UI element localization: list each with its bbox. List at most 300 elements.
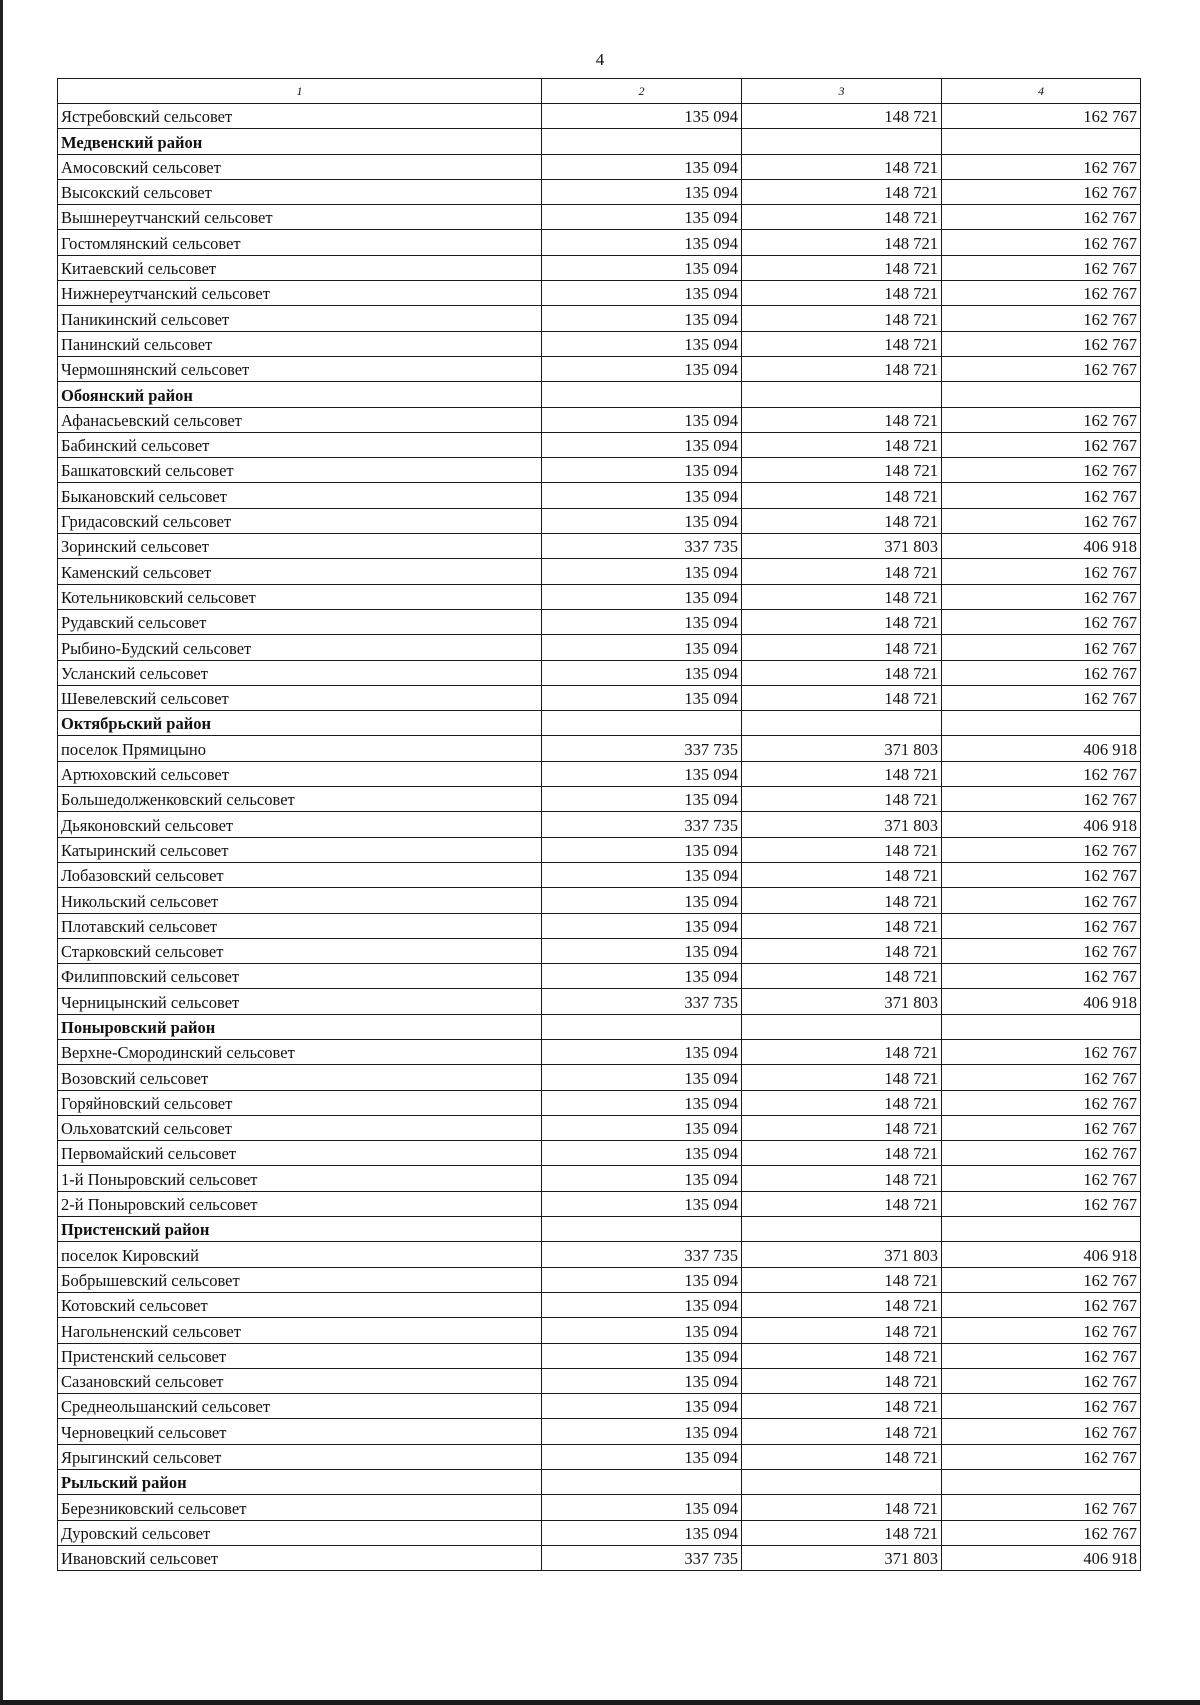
table-row [58,483,1141,508]
value-col-3: 148 721 [742,888,942,913]
allocation-table [57,78,1141,1571]
value-col-4: 162 767 [942,306,1141,331]
value-col-2: 135 094 [542,255,742,280]
municipality-name: Дуровский сельсовет [58,1520,542,1545]
value-col-3: 148 721 [742,1495,942,1520]
table-row [58,913,1141,938]
value-col-3: 148 721 [742,1267,942,1292]
value-col-2: 135 094 [542,458,742,483]
value-col-3: 148 721 [742,1115,942,1140]
value-col-2: 135 094 [542,104,742,129]
municipality-name: Возовский сельсовет [58,1065,542,1090]
table-row [58,1520,1141,1545]
value-col-2: 337 735 [542,1242,742,1267]
value-col-3: 371 803 [742,1242,942,1267]
value-col-2: 135 094 [542,609,742,634]
value-col-3: 371 803 [742,989,942,1014]
value-col-4: 162 767 [942,255,1141,280]
value-col-4: 162 767 [942,1444,1141,1469]
municipality-name: поселок Прямицыно [58,736,542,761]
table-row [58,787,1141,812]
municipality-name: Горяйновский сельсовет [58,1090,542,1115]
table-row [58,1267,1141,1292]
value-col-4: 162 767 [942,1520,1141,1545]
municipality-name: Амосовский сельсовет [58,154,542,179]
value-col-2: 135 094 [542,559,742,584]
municipality-name: Рудавский сельсовет [58,609,542,634]
value-col-2: 135 094 [542,1292,742,1317]
municipality-name: Артюховский сельсовет [58,761,542,786]
table-row [58,812,1141,837]
municipality-name: Катыринский сельсовет [58,837,542,862]
district-name: Пристенский район [58,1217,542,1242]
municipality-name: Плотавский сельсовет [58,913,542,938]
district-header-row [58,1014,1141,1039]
value-col-3: 148 721 [742,1419,942,1444]
value-col-2: 135 094 [542,913,742,938]
municipality-name: Башкатовский сельсовет [58,458,542,483]
district-header-row [58,711,1141,736]
municipality-name: Чермошнянский сельсовет [58,356,542,381]
value-col-2: 135 094 [542,154,742,179]
table-row [58,660,1141,685]
value-col-3: 148 721 [742,1318,942,1343]
value-col-4 [942,1470,1141,1495]
value-col-2: 135 094 [542,1520,742,1545]
municipality-name: Шевелевский сельсовет [58,685,542,710]
table-row [58,1090,1141,1115]
value-col-4: 162 767 [942,154,1141,179]
district-header-row [58,129,1141,154]
scan-left-edge [0,0,3,1705]
table-row [58,281,1141,306]
column-number-row [58,79,1141,104]
table-row [58,1292,1141,1317]
value-col-3: 148 721 [742,1065,942,1090]
table-row [58,104,1141,129]
value-col-4: 162 767 [942,888,1141,913]
value-col-2: 337 735 [542,534,742,559]
value-col-3: 148 721 [742,635,942,660]
value-col-4: 162 767 [942,281,1141,306]
value-col-3: 148 721 [742,179,942,204]
column-number-4: 4 [942,79,1141,104]
table-row [58,1495,1141,1520]
value-col-4: 162 767 [942,1090,1141,1115]
value-col-4: 162 767 [942,1039,1141,1064]
value-col-2: 135 094 [542,1318,742,1343]
municipality-name: Верхне-Смородинский сельсовет [58,1039,542,1064]
table-row [58,1242,1141,1267]
column-number-3: 3 [742,79,942,104]
value-col-3 [742,1470,942,1495]
value-col-3: 148 721 [742,1520,942,1545]
value-col-3: 148 721 [742,837,942,862]
district-header-row [58,382,1141,407]
table-row [58,458,1141,483]
value-col-3 [742,1014,942,1039]
municipality-name: Гостомлянский сельсовет [58,230,542,255]
municipality-name: Котельниковский сельсовет [58,584,542,609]
value-col-3: 148 721 [742,508,942,533]
value-col-3: 148 721 [742,1191,942,1216]
municipality-name: Усланский сельсовет [58,660,542,685]
value-col-4: 162 767 [942,458,1141,483]
district-header-row [58,1217,1141,1242]
table-row [58,356,1141,381]
table-row [58,154,1141,179]
table-row [58,609,1141,634]
value-col-4: 162 767 [942,1115,1141,1140]
municipality-name: Нижнереутчанский сельсовет [58,281,542,306]
value-col-4: 162 767 [942,1368,1141,1393]
table-row [58,837,1141,862]
value-col-2: 337 735 [542,989,742,1014]
municipality-name: Ярыгинский сельсовет [58,1444,542,1469]
value-col-3 [742,711,942,736]
municipality-name: Нагольненский сельсовет [58,1318,542,1343]
table-row [58,1444,1141,1469]
district-name: Медвенский район [58,129,542,154]
value-col-4: 162 767 [942,1065,1141,1090]
table-row [58,230,1141,255]
district-name: Обоянский район [58,382,542,407]
value-col-4: 162 767 [942,104,1141,129]
value-col-2: 135 094 [542,1343,742,1368]
value-col-4: 162 767 [942,432,1141,457]
page-number: 4 [595,50,605,69]
municipality-name: Зоринский сельсовет [58,534,542,559]
value-col-2: 135 094 [542,331,742,356]
district-name: Октябрьский район [58,711,542,736]
district-name: Поныровский район [58,1014,542,1039]
value-col-4: 162 767 [942,862,1141,887]
value-col-2: 135 094 [542,964,742,989]
value-col-4: 406 918 [942,1242,1141,1267]
value-col-4: 406 918 [942,736,1141,761]
municipality-name: Никольский сельсовет [58,888,542,913]
table-row [58,331,1141,356]
table-row [58,938,1141,963]
value-col-4: 162 767 [942,913,1141,938]
municipality-name: 1-й Поныровский сельсовет [58,1166,542,1191]
table-row [58,736,1141,761]
table-row [58,1318,1141,1343]
municipality-name: Быкановский сельсовет [58,483,542,508]
table-row [58,888,1141,913]
municipality-name: Лобазовский сельсовет [58,862,542,887]
table-row [58,1039,1141,1064]
municipality-name: поселок Кировский [58,1242,542,1267]
municipality-name: 2-й Поныровский сельсовет [58,1191,542,1216]
value-col-2: 337 735 [542,812,742,837]
district-name: Рыльский район [58,1470,542,1495]
value-col-2: 337 735 [542,1545,742,1570]
value-col-3: 148 721 [742,964,942,989]
value-col-3: 148 721 [742,255,942,280]
value-col-4: 162 767 [942,1318,1141,1343]
value-col-4: 162 767 [942,1267,1141,1292]
value-col-3 [742,1217,942,1242]
table-row [58,989,1141,1014]
municipality-name: Пристенский сельсовет [58,1343,542,1368]
municipality-name: Китаевский сельсовет [58,255,542,280]
table-row [58,1141,1141,1166]
value-col-2: 135 094 [542,281,742,306]
value-col-3: 148 721 [742,407,942,432]
value-col-4: 406 918 [942,989,1141,1014]
municipality-name: Березниковский сельсовет [58,1495,542,1520]
value-col-4: 162 767 [942,1191,1141,1216]
value-col-4: 162 767 [942,761,1141,786]
value-col-3: 148 721 [742,1039,942,1064]
table-row [58,685,1141,710]
municipality-name: Филипповский сельсовет [58,964,542,989]
value-col-2: 135 094 [542,1166,742,1191]
value-col-3: 148 721 [742,205,942,230]
municipality-name: Высокский сельсовет [58,179,542,204]
municipality-name: Бобрышевский сельсовет [58,1267,542,1292]
municipality-name: Первомайский сельсовет [58,1141,542,1166]
value-col-4: 162 767 [942,938,1141,963]
value-col-4: 162 767 [942,179,1141,204]
value-col-2: 135 094 [542,205,742,230]
value-col-4 [942,1217,1141,1242]
value-col-3: 148 721 [742,1166,942,1191]
value-col-2 [542,1470,742,1495]
value-col-3: 148 721 [742,1368,942,1393]
value-col-4: 406 918 [942,534,1141,559]
value-col-3: 148 721 [742,281,942,306]
table-row [58,534,1141,559]
value-col-3: 148 721 [742,913,942,938]
value-col-3: 148 721 [742,1444,942,1469]
table-row [58,1368,1141,1393]
value-col-4: 162 767 [942,1141,1141,1166]
value-col-3: 148 721 [742,1292,942,1317]
value-col-4: 162 767 [942,1166,1141,1191]
value-col-2 [542,711,742,736]
value-col-4: 406 918 [942,812,1141,837]
value-col-3: 148 721 [742,1343,942,1368]
value-col-2: 135 094 [542,584,742,609]
table-row [58,761,1141,786]
value-col-4: 162 767 [942,1394,1141,1419]
municipality-name: Сазановский сельсовет [58,1368,542,1393]
value-col-4: 162 767 [942,964,1141,989]
municipality-name: Гридасовский сельсовет [58,508,542,533]
value-col-4 [942,711,1141,736]
value-col-3: 148 721 [742,862,942,887]
table-row [58,205,1141,230]
table-body [58,79,1141,1571]
value-col-2 [542,129,742,154]
value-col-3: 148 721 [742,761,942,786]
column-number-1: 1 [58,79,542,104]
municipality-name: Котовский сельсовет [58,1292,542,1317]
value-col-4: 162 767 [942,483,1141,508]
value-col-2: 135 094 [542,635,742,660]
value-col-4: 162 767 [942,1495,1141,1520]
value-col-4: 162 767 [942,1292,1141,1317]
value-col-2: 135 094 [542,888,742,913]
municipality-name: Паникинский сельсовет [58,306,542,331]
table-row [58,306,1141,331]
value-col-4: 162 767 [942,205,1141,230]
value-col-3 [742,129,942,154]
value-col-2: 135 094 [542,1065,742,1090]
value-col-2 [542,382,742,407]
value-col-2: 135 094 [542,1090,742,1115]
value-col-3: 148 721 [742,787,942,812]
municipality-name: Ивановский сельсовет [58,1545,542,1570]
table-row [58,584,1141,609]
municipality-name: Ястребовский сельсовет [58,104,542,129]
table-row [58,1065,1141,1090]
table-row [58,508,1141,533]
value-col-2: 135 094 [542,1039,742,1064]
value-col-2: 135 094 [542,837,742,862]
value-col-3: 148 721 [742,356,942,381]
value-col-4: 162 767 [942,660,1141,685]
value-col-3: 148 721 [742,458,942,483]
value-col-3: 148 721 [742,1141,942,1166]
value-col-2: 135 094 [542,685,742,710]
value-col-2: 135 094 [542,862,742,887]
value-col-2: 135 094 [542,306,742,331]
value-col-4: 162 767 [942,1343,1141,1368]
value-col-3: 148 721 [742,660,942,685]
district-header-row [58,1470,1141,1495]
municipality-name: Афанасьевский сельсовет [58,407,542,432]
value-col-2: 135 094 [542,483,742,508]
table-row [58,1166,1141,1191]
table-row [58,559,1141,584]
value-col-3: 148 721 [742,306,942,331]
value-col-2: 135 094 [542,787,742,812]
value-col-2 [542,1217,742,1242]
value-col-4: 162 767 [942,787,1141,812]
value-col-4: 162 767 [942,584,1141,609]
value-col-2: 135 094 [542,761,742,786]
value-col-3: 148 721 [742,230,942,255]
value-col-3: 148 721 [742,584,942,609]
municipality-name: Вышнереутчанский сельсовет [58,205,542,230]
value-col-4: 162 767 [942,609,1141,634]
value-col-2: 135 094 [542,407,742,432]
value-col-3: 148 721 [742,938,942,963]
value-col-4: 162 767 [942,230,1141,255]
value-col-2: 135 094 [542,1191,742,1216]
table-row [58,179,1141,204]
value-col-4 [942,382,1141,407]
value-col-3: 148 721 [742,685,942,710]
value-col-3: 148 721 [742,559,942,584]
value-col-2: 135 094 [542,1394,742,1419]
table-row [58,862,1141,887]
value-col-3: 148 721 [742,483,942,508]
value-col-2: 135 094 [542,1419,742,1444]
table-row [58,432,1141,457]
value-col-4: 162 767 [942,356,1141,381]
value-col-3: 148 721 [742,432,942,457]
value-col-2: 135 094 [542,508,742,533]
value-col-2: 135 094 [542,1267,742,1292]
value-col-2: 135 094 [542,1444,742,1469]
value-col-2: 135 094 [542,1141,742,1166]
value-col-3: 148 721 [742,609,942,634]
value-col-2: 135 094 [542,660,742,685]
table-row [58,1191,1141,1216]
table-row [58,1115,1141,1140]
table-row [58,964,1141,989]
table-row [58,1545,1141,1570]
value-col-3: 148 721 [742,331,942,356]
table-row [58,407,1141,432]
municipality-name: Дьяконовский сельсовет [58,812,542,837]
value-col-4: 162 767 [942,407,1141,432]
value-col-3: 371 803 [742,1545,942,1570]
municipality-name: Бабинский сельсовет [58,432,542,457]
column-number-2: 2 [542,79,742,104]
table-row [58,1419,1141,1444]
value-col-2: 135 094 [542,179,742,204]
value-col-2: 135 094 [542,1368,742,1393]
value-col-2: 135 094 [542,1115,742,1140]
table-row [58,1394,1141,1419]
value-col-4: 406 918 [942,1545,1141,1570]
value-col-4: 162 767 [942,685,1141,710]
table-row [58,1343,1141,1368]
municipality-name: Ольховатский сельсовет [58,1115,542,1140]
value-col-4: 162 767 [942,635,1141,660]
municipality-name: Большедолженковский сельсовет [58,787,542,812]
value-col-2: 135 094 [542,938,742,963]
value-col-4: 162 767 [942,331,1141,356]
municipality-name: Черницынский сельсовет [58,989,542,1014]
value-col-4 [942,129,1141,154]
value-col-3: 148 721 [742,1090,942,1115]
value-col-3: 371 803 [742,534,942,559]
municipality-name: Рыбино-Будский сельсовет [58,635,542,660]
value-col-3: 148 721 [742,1394,942,1419]
value-col-2: 135 094 [542,356,742,381]
value-col-3: 148 721 [742,154,942,179]
value-col-2: 135 094 [542,230,742,255]
value-col-2: 337 735 [542,736,742,761]
value-col-2: 135 094 [542,432,742,457]
municipality-name: Среднеольшанский сельсовет [58,1394,542,1419]
value-col-4: 162 767 [942,559,1141,584]
value-col-4: 162 767 [942,508,1141,533]
table-row [58,255,1141,280]
scan-bottom-edge [0,1700,1200,1705]
value-col-3: 371 803 [742,736,942,761]
value-col-4: 162 767 [942,837,1141,862]
value-col-4: 162 767 [942,1419,1141,1444]
value-col-3: 148 721 [742,104,942,129]
value-col-3 [742,382,942,407]
value-col-2: 135 094 [542,1495,742,1520]
value-col-2 [542,1014,742,1039]
municipality-name: Каменский сельсовет [58,559,542,584]
table-row [58,635,1141,660]
municipality-name: Панинский сельсовет [58,331,542,356]
municipality-name: Черновецкий сельсовет [58,1419,542,1444]
value-col-3: 371 803 [742,812,942,837]
municipality-name: Старковский сельсовет [58,938,542,963]
value-col-4 [942,1014,1141,1039]
